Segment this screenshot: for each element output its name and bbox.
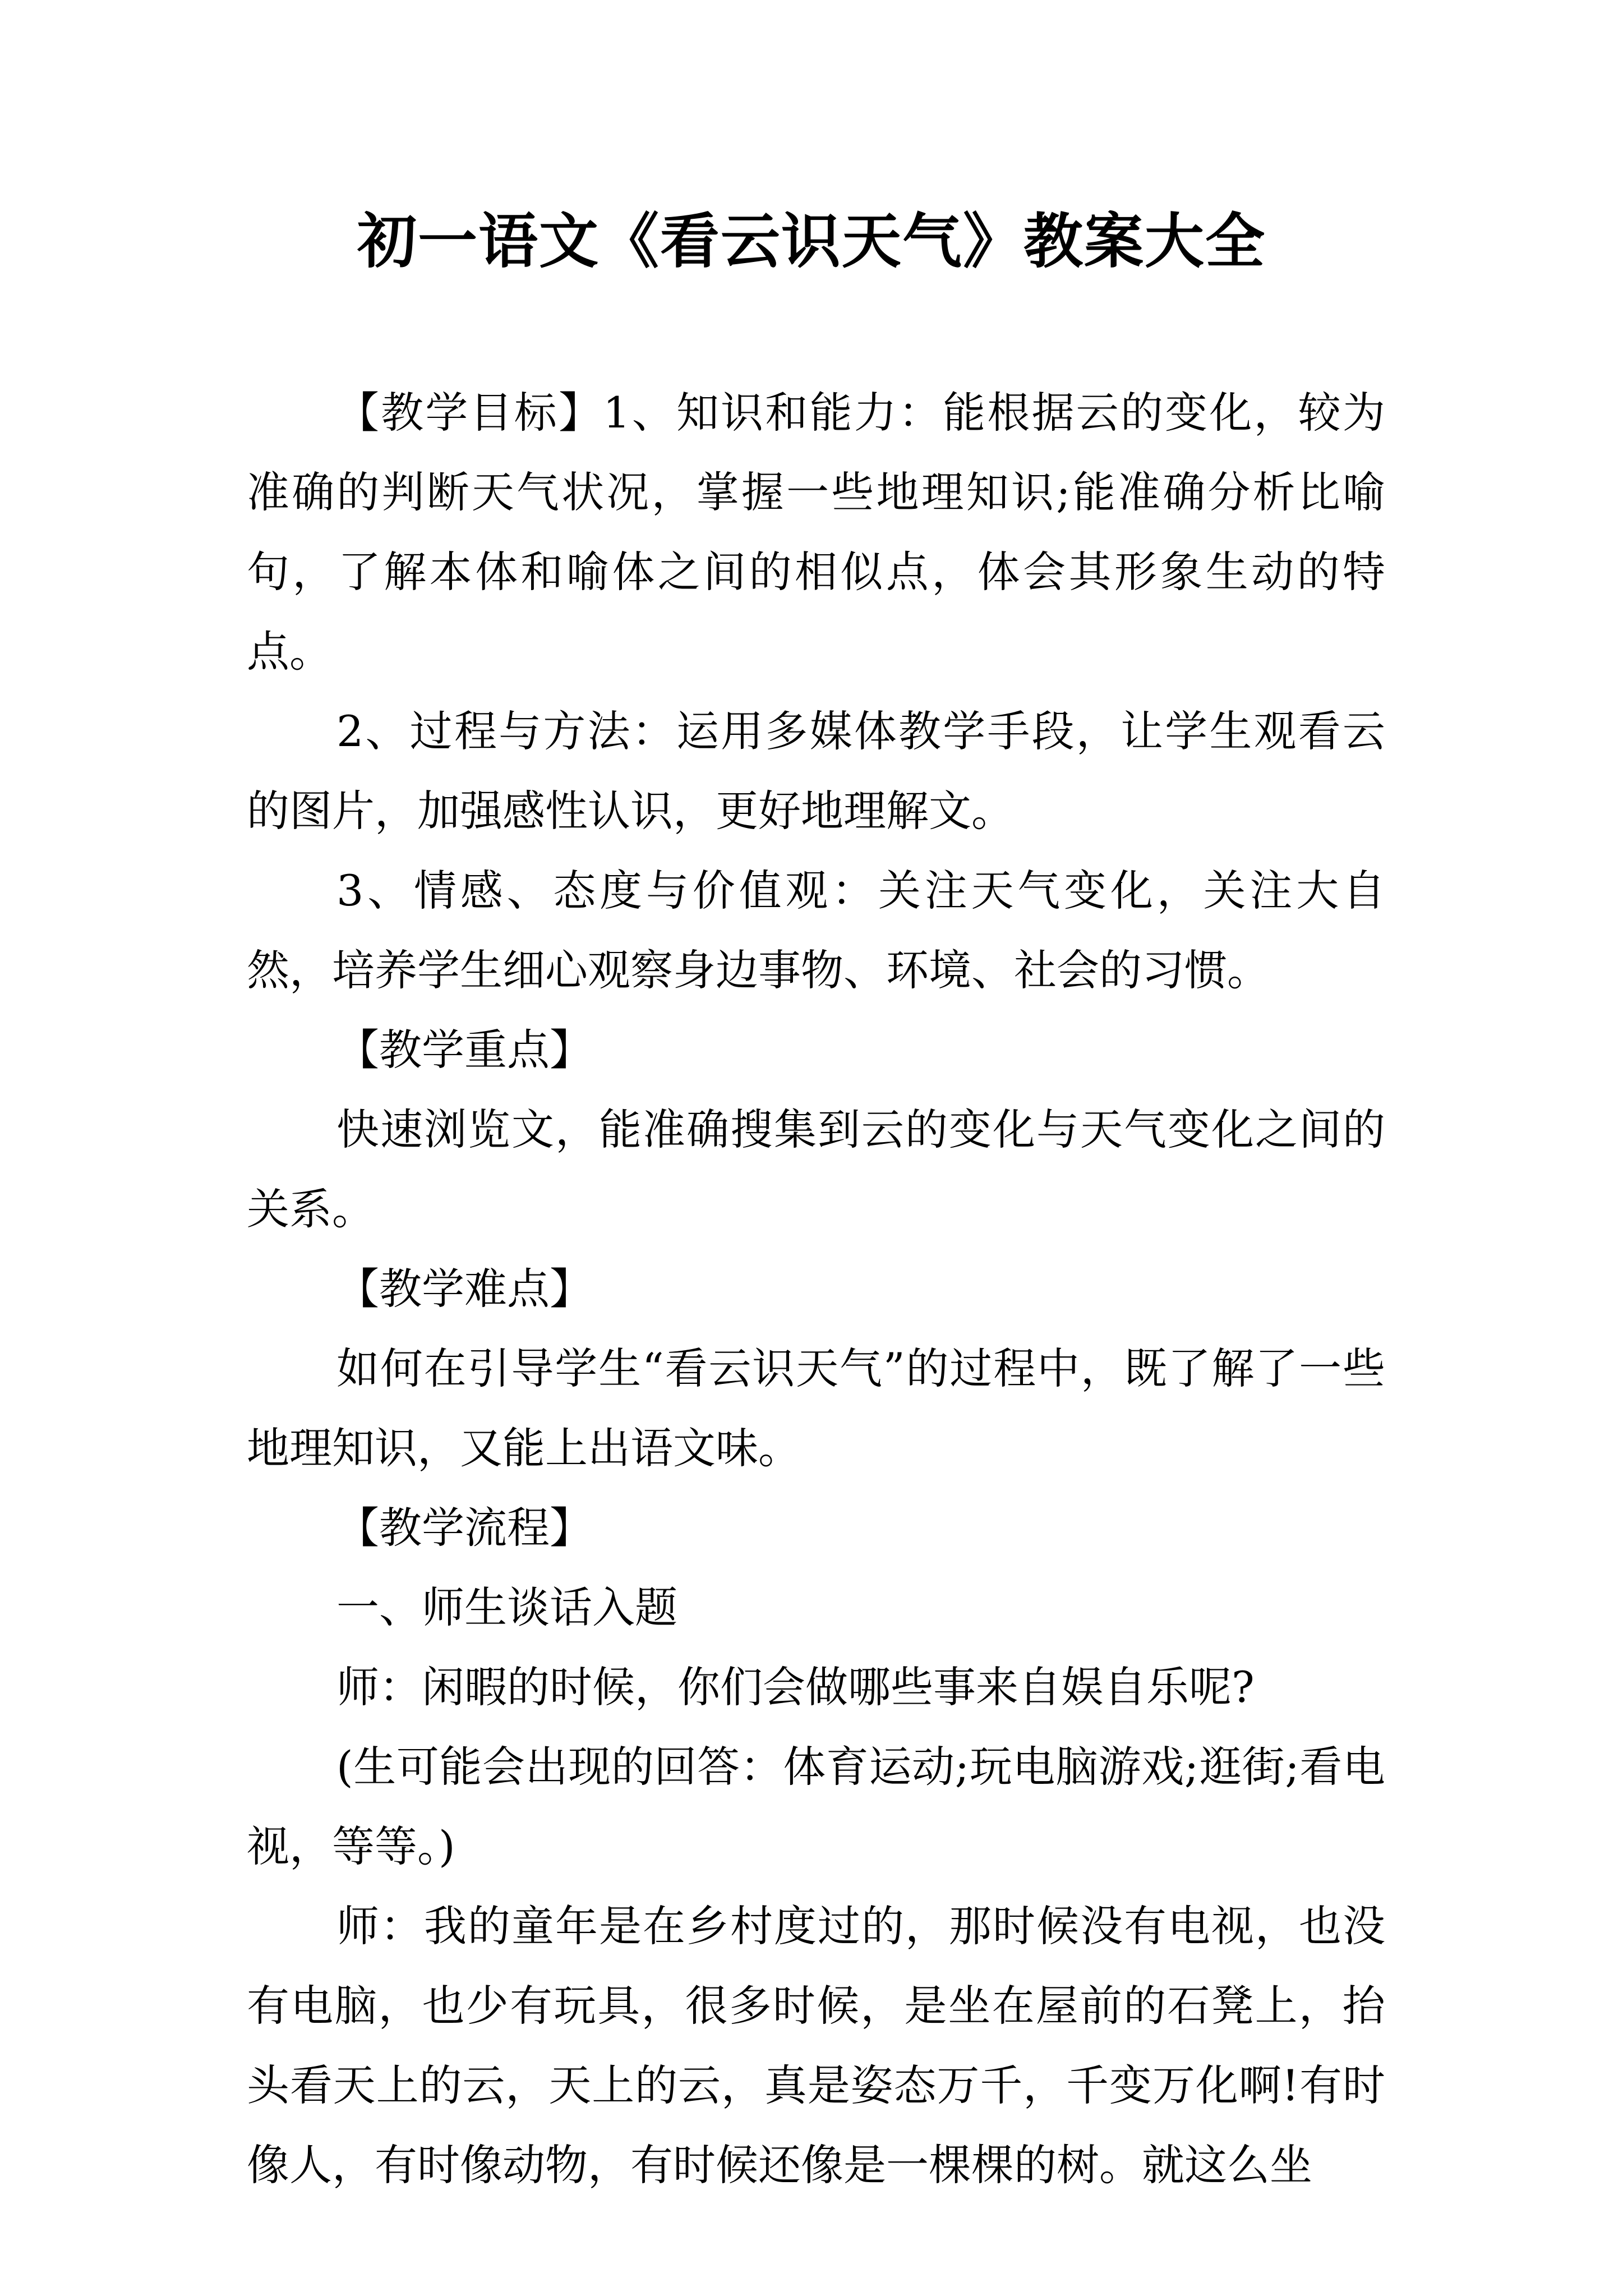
paragraph-student-answers: (生可能会出现的回答：体育运动;玩电脑游戏;逛街;看电视，等等。) (247, 1742, 1385, 1871)
heading-teaching-difficulty: 【教学难点】 (336, 1264, 592, 1314)
document-title: 初一语文《看云识天气》教案大全 (357, 206, 1266, 276)
paragraph-teacher-question: 师：闲暇的时候，你们会做哪些事来自娱自乐呢? (336, 1662, 1255, 1712)
paragraph-emotion-values: 3、情感、态度与价值观：关注天气变化，关注大自然，培养学生细心观察身边事物、环境、社会的习惯。 (247, 866, 1385, 995)
paragraph-process-method: 2、过程与方法：运用多媒体教学手段，让学生观看云的图片，加强感性认识，更好地理解文。 (247, 706, 1385, 836)
paragraph-teaching-objectives: 【教学目标】1、知识和能力：能根据云的变化，较为准确的判断天气状况，掌握一些地理知识;能准确分析比喻句，了解本体和喻体之间的相似点，体会其形象生动的特点。 (247, 388, 1385, 677)
paragraph-teacher-story: 师：我的童年是在乡村度过的，那时候没有电视，也没有电脑，也少有玩具，很多时候，是坐在屋前的石凳上，抬头看天上的云，天上的云，真是姿态万千，千变万化啊!有时像人，有时像动物，有时候还像是一棵棵的树。就这么坐 (247, 1901, 1385, 2190)
section-heading-intro: 一、师生谈话入题 (336, 1582, 677, 1632)
heading-teaching-focus: 【教学重点】 (336, 1025, 592, 1075)
paragraph-teaching-difficulty: 如何在引导学生“看云识天气”的过程中，既了解了一些地理知识，又能上出语文味。 (247, 1343, 1385, 1473)
document-body (247, 373, 1385, 2205)
paragraph-teaching-focus: 快速浏览文，能准确搜集到云的变化与天气变化之间的关系。 (247, 1105, 1385, 1234)
heading-teaching-process: 【教学流程】 (336, 1503, 592, 1553)
